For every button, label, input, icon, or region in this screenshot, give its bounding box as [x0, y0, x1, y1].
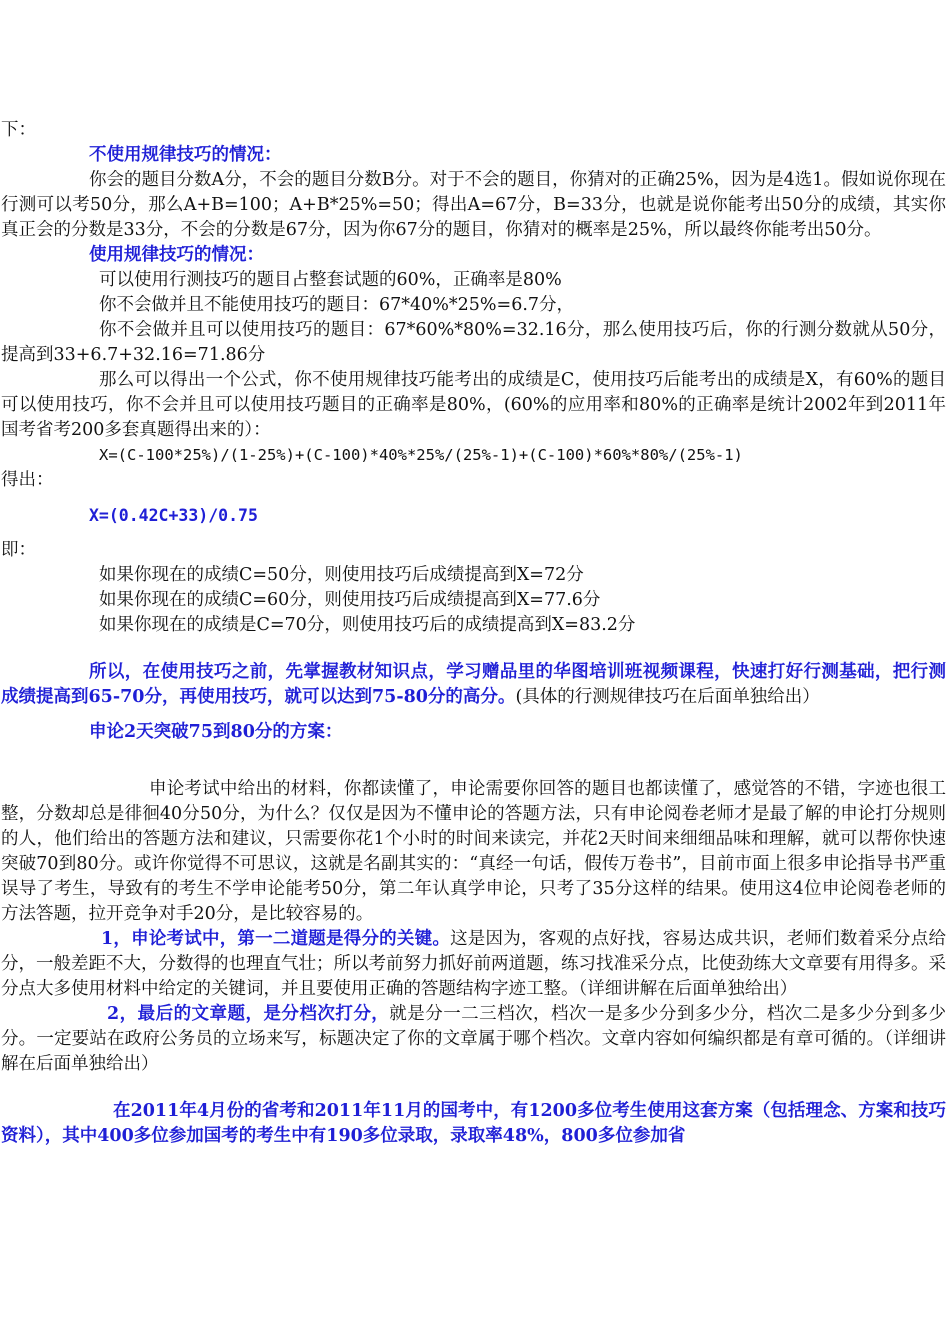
with-tech-line3: 你不会做并且可以使用技巧的题目：67*60%*80%=32.16分，那么使用技巧后，你的行测分数就从50分，提高到33+6.7+32.16=71.86分: [1, 320, 946, 365]
de-chu: 得出：: [1, 470, 54, 490]
example-2: 如果你现在的成绩C=60分，则使用技巧后成绩提高到X=77.6分: [99, 590, 601, 610]
formula: X=(C-100*25%)/(1-25%)+(C-100)*40%*25%/(25%-1)+(C-100)*60%*80%/(25%-1): [99, 446, 743, 464]
heading-with-tech: 使用规律技巧的情况：: [89, 245, 264, 265]
so-normal: (具体的行测规律技巧在后面单独给出）: [515, 687, 820, 707]
point2-rest: 就是分一二三档次，档次一是多少分到多少分，档次二是多少分到多少分。一定要站在政府公务员的立场来写，标题决定了你的文章属于哪个档次。文章内容如何编织都是有章可循的。（详细讲解在后面单独给出）: [1, 1004, 946, 1074]
ji: 即：: [1, 540, 36, 560]
shenlun-point2: [1, 1002, 946, 1077]
para-no-tech: 你会的题目分数A分，不会的题目分数B分。对于不会的题目，你猜对的正确25%，因为是4选1。假如说你现在行测可以考50分，那么A+B=100；A+B*25%=50；得出A=67分，B=33分，也就是说你能考出50分的成绩，其实你真正会的分数是33分，不会的分数是67分，因为你67分的题目，你猜对的概率是25%，所以最终你能考出50分。: [1, 170, 946, 240]
shenlun-para: 申论考试中给出的材料，你都读懂了，申论需要你回答的题目也都读懂了，感觉答的不错，字迹也很工整，分数却总是徘徊40分50分，为什么？仅仅是因为不懂申论的答题方法，只有申论阅卷老师才是最了解的申论打分规则的人，他们给出的答题方法和建议，只需要你花1个小时的时间来读完，并花2天时间来细细品味和理解，就可以帮你快速突破70到80分。或许你觉得不可思议，这就是名副其实的：“真经一句话，假传万卷书”，目前市面上很多申论指导书严重误导了考生，导致有的考生不学申论能考50分，第二年认真学申论，只考了35分这样的结果。使用这4位申论阅卷老师的方法答题，拉开竞争对手20分，是比较容易的。: [1, 779, 946, 924]
point1-rest: 这是因为，客观的点好找，容易达成共识，老师们数着采分点给分，一般差距不大，分数得的也理直气壮；所以考前努力抓好前两道题，练习找准采分点，比使劲练大文章要有用得多。采分点大多使用材料中给定的关键词，并且要使用正确的答题结构字迹工整。（详细讲解在后面单独给出）: [1, 929, 947, 999]
so-paragraph: [1, 660, 946, 710]
heading-shenlun: 申论2天突破75到80分的方案：: [89, 722, 343, 742]
intro-xia: 下：: [1, 120, 36, 140]
shenlun-point1: [1, 927, 946, 1002]
example-1: 如果你现在的成绩C=50分，则使用技巧后成绩提高到X=72分: [99, 565, 584, 585]
formula-result: X=(0.42C+33)/0.75: [89, 506, 258, 525]
final-bold: 在2011年4月份的省考和2011年11月的国考中，有1200多位考生使用这套方案（包括理念、方案和技巧资料），其中400多位参加国考的考生中有190多位录取，录取率48%，800多位参加省: [1, 1101, 946, 1146]
formula-intro: 那么可以得出一个公式，你不使用规律技巧能考出的成绩是C，使用技巧后能考出的成绩是X，有60%的题目可以使用技巧，你不会并且可以使用技巧题目的正确率是80%，(60%的应用率和80%的正确率是统计2002年到2011年国考省考200多套真题得出来的）：: [1, 370, 946, 440]
heading-no-tech: 不使用规律技巧的情况：: [89, 145, 282, 165]
with-tech-line1: 可以使用行测技巧的题目占整套试题的60%，正确率是80%: [99, 270, 562, 290]
point2-bold: 2，最后的文章题，是分档次打分，: [107, 1004, 390, 1024]
so-bold: 所以，在使用技巧之前，先掌握教材知识点，学习赠品里的华图培训班视频课程，快速打好行测基础，把行测成绩提高到65-70分，再使用技巧，就可以达到75-80分的高分。: [1, 662, 946, 707]
final-paragraph: [1, 1099, 946, 1149]
with-tech-line2: 你不会做并且不能使用技巧的题目：67*40%*25%=6.7分，: [99, 295, 575, 315]
example-3: 如果你现在的成绩是C=70分，则使用技巧后的成绩提高到X=83.2分: [99, 615, 636, 635]
document-page: [0, 118, 950, 1149]
point1-bold: 1，申论考试中，第一二道题是得分的关键。: [101, 929, 451, 949]
